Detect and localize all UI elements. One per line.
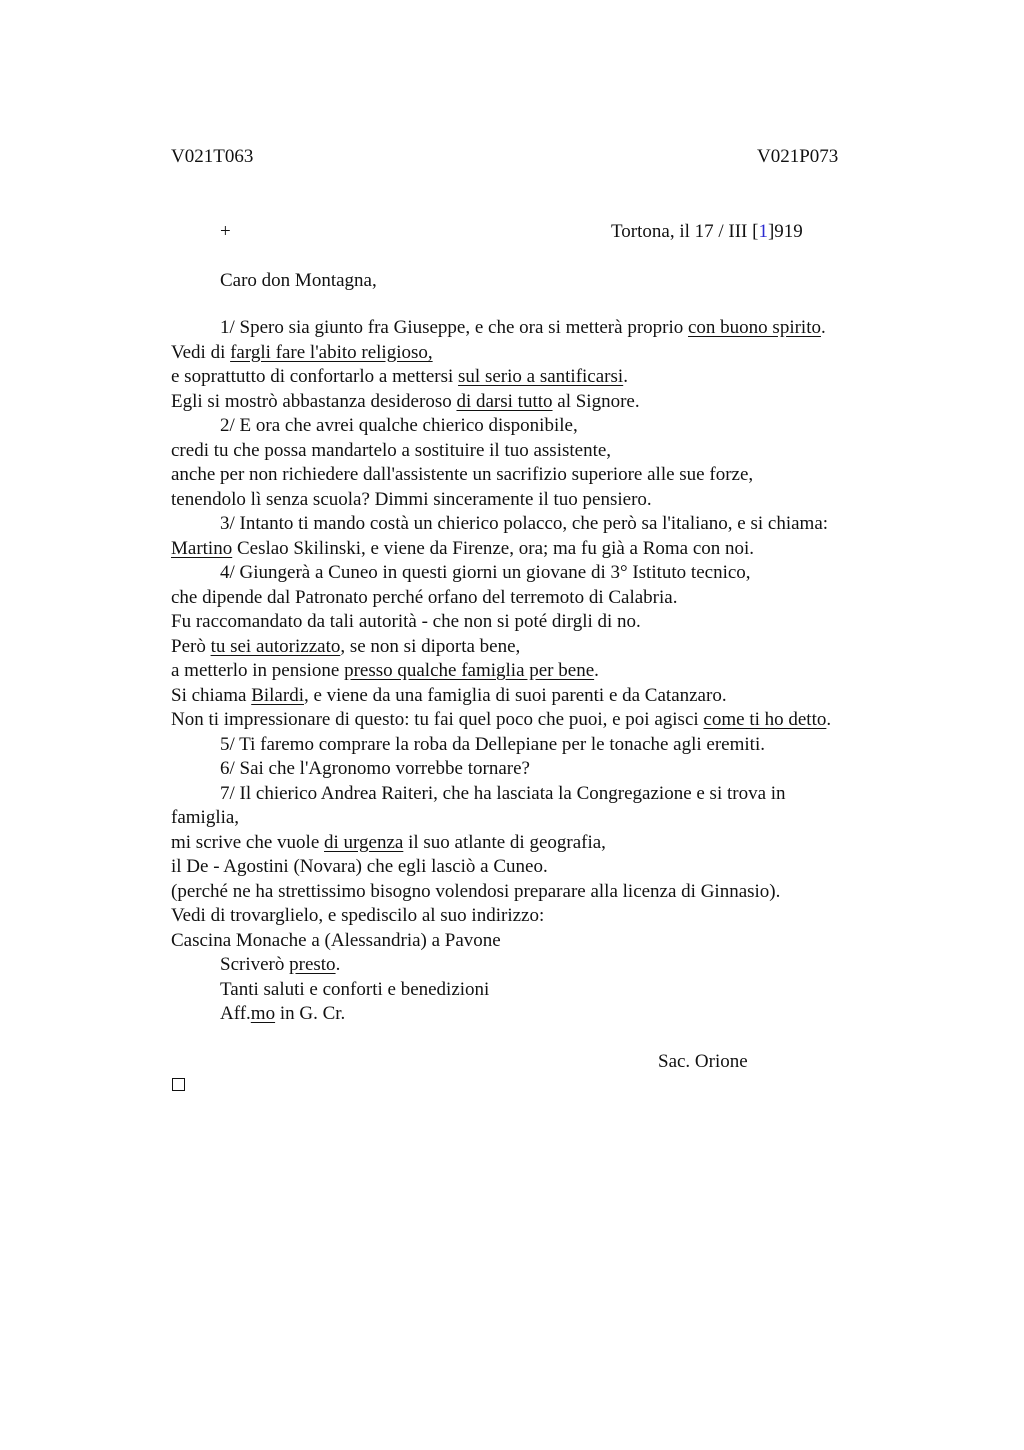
underlined-text: fargli fare l'abito religioso, — [230, 341, 433, 363]
text-segment: Tanti saluti e conforti e benedizioni — [220, 978, 490, 1000]
date-prefix: Tortona, il 17 / III [ — [611, 221, 759, 242]
text-segment: . — [594, 660, 599, 681]
text-segment: , se non si diporta bene, — [340, 635, 521, 657]
text-segment: Aff. — [220, 1003, 251, 1024]
letter-line — [171, 733, 901, 758]
text-segment: il De - Agostini (Novara) che egli lasciò a Cuneo. — [171, 856, 548, 877]
text-segment: Però — [171, 635, 211, 657]
text-segment: anche per non richiedere dall'assistente un sacrifizio superiore alle sue forze, — [171, 464, 754, 485]
text-segment: famiglia, — [171, 807, 240, 828]
underlined-text: di darsi tutto — [456, 390, 553, 412]
letter-line — [171, 978, 901, 1003]
date-suffix: ]919 — [767, 221, 803, 242]
letter-line — [171, 439, 901, 464]
cross-symbol: + — [220, 221, 231, 242]
text-segment: Si chiama — [171, 684, 252, 706]
letter-line — [171, 561, 901, 586]
letter-line — [171, 953, 901, 978]
letter-line — [171, 316, 901, 341]
letter-line — [171, 390, 901, 415]
letter-line — [171, 488, 901, 513]
letter-line — [171, 586, 901, 611]
text-segment: tenendolo lì senza scuola? Dimmi sinceramente il tuo pensiero. — [171, 488, 652, 510]
letter-line — [171, 341, 901, 366]
text-segment: Scriverò — [220, 954, 290, 975]
text-segment: Vedi di trovarglielo, e spediscilo al suo indirizzo: — [171, 905, 545, 926]
letter-line — [171, 684, 901, 709]
letter-line — [171, 929, 901, 954]
text-segment: , e viene da una famiglia di suoi parenti e da Catanzaro. — [303, 684, 727, 706]
text-segment: (perché ne ha strettissimo bisogno volendosi preparare alla licenza di Ginnasio). — [171, 880, 781, 902]
text-segment: 7/ Il chierico Andrea Raiteri, che ha lasciata la Congregazione e si trova in — [220, 782, 786, 804]
letter-line — [171, 512, 901, 537]
text-segment: 5/ Ti faremo comprare la roba da Dellepiane per le tonache agli eremiti. — [220, 733, 765, 755]
underlined-text: sul serio a santificarsi — [458, 366, 624, 387]
salutation: Caro don Montagna, — [220, 270, 377, 291]
underlined-text: tu sei autorizzato — [210, 635, 341, 657]
letter-line — [171, 855, 901, 880]
underlined-text: Martino — [171, 537, 233, 559]
underlined-text: come ti ho detto — [703, 709, 827, 730]
text-segment: il suo atlante di geografia, — [403, 831, 606, 853]
text-segment: Cascina Monache a (Alessandria) a Pavone — [171, 929, 501, 951]
text-segment: Non ti impressionare di questo: tu fai quel poco che puoi, e poi agisci — [171, 709, 704, 730]
letter-line — [171, 806, 901, 831]
text-segment: 3/ Intanto ti mando costà un chierico polacco, che però sa l'italiano, e si chiama: — [220, 513, 829, 534]
letter-line — [171, 537, 901, 562]
left-archive-code: V021T063 — [171, 146, 254, 167]
letter-line — [171, 757, 901, 782]
underlined-text: presso qualche famiglia per bene — [344, 660, 595, 681]
letter-line — [171, 831, 901, 856]
letter-line — [171, 880, 901, 905]
text-segment: che dipende dal Patronato perché orfano del terremoto di Calabria. — [171, 586, 678, 608]
footnote-reference[interactable]: 1 — [758, 221, 768, 242]
text-segment: Ceslao Skilinski, e viene da Firenze, ora; ma fu già a Roma con noi. — [232, 537, 755, 559]
letter-line — [171, 635, 901, 660]
underlined-text: mo — [250, 1003, 276, 1024]
text-segment: 1/ Spero sia giunto fra Giuseppe, e che ora si metterà proprio — [220, 317, 688, 338]
text-segment: a metterlo in pensione — [171, 660, 345, 681]
letter-date — [611, 221, 803, 243]
letter-line — [171, 659, 901, 684]
text-segment: . — [623, 366, 628, 387]
underlined-text: con buono spirito — [688, 317, 821, 338]
letter-line — [171, 365, 901, 390]
text-segment: e soprattutto di confortarlo a mettersi — [171, 366, 459, 387]
text-segment: Fu raccomandato da tali autorità - che non si poté dirgli di no. — [171, 611, 641, 632]
text-segment: Vedi di — [171, 341, 231, 363]
text-segment: Egli si mostrò abbastanza desideroso — [171, 390, 457, 412]
letter-body — [171, 316, 901, 1027]
letter-line — [171, 414, 901, 439]
underlined-text: presto — [289, 954, 336, 975]
text-segment: credi tu che possa mandartelo a sostituire il tuo assistente, — [171, 439, 612, 461]
end-box-symbol — [172, 1078, 185, 1091]
letter-line — [171, 1002, 901, 1027]
text-segment: mi scrive che vuole — [171, 831, 325, 853]
letter-line — [171, 782, 901, 807]
letter-line — [171, 463, 901, 488]
letter-line — [171, 904, 901, 929]
text-segment: 4/ Giungerà a Cuneo in questi giorni un giovane di 3° Istituto tecnico, — [220, 562, 751, 583]
text-segment: al Signore. — [552, 390, 640, 412]
letter-line — [171, 610, 901, 635]
text-segment: . — [821, 317, 826, 338]
text-segment: . — [826, 709, 832, 730]
right-archive-code: V021P073 — [757, 146, 839, 167]
text-segment: 2/ E ora che avrei qualche chierico disponibile, — [220, 415, 578, 436]
text-segment: in G. Cr. — [275, 1003, 346, 1024]
signature: Sac. Orione — [658, 1051, 748, 1072]
underlined-text: Bilardi — [251, 684, 304, 706]
letter-line — [171, 708, 901, 733]
underlined-text: di urgenza — [324, 831, 404, 853]
text-segment: 6/ Sai che l'Agronomo vorrebbe tornare? — [220, 758, 530, 779]
text-segment: . — [335, 954, 341, 975]
